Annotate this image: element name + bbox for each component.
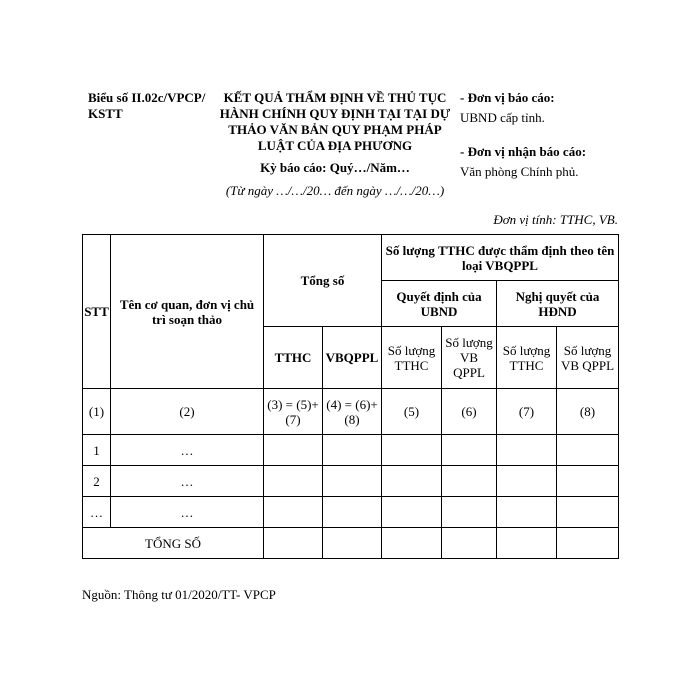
header-decision: Quyết định của UBND (382, 281, 497, 327)
header-total: Tổng số (264, 235, 382, 327)
total-cell (264, 528, 323, 559)
row-agency: … (111, 466, 264, 497)
header-sl-tthc-resolution: Số lượng TTHC (497, 327, 557, 389)
index-cell: (5) (382, 389, 442, 435)
date-range: (Từ ngày …/…/20… đến ngày …/…/20…) (225, 183, 445, 198)
total-cell (323, 528, 382, 559)
index-cell: (3) = (5)+(7) (264, 389, 323, 435)
total-cell (497, 528, 557, 559)
row-cell (557, 497, 619, 528)
index-cell: (2) (111, 389, 264, 435)
row-cell (557, 466, 619, 497)
report-table (82, 234, 619, 559)
row-stt: … (83, 497, 111, 528)
row-cell (497, 497, 557, 528)
index-cell: (7) (497, 389, 557, 435)
header-by-type: Số lượng TTHC được thẩm định theo tên loại VBQPPL (382, 235, 619, 281)
row-cell (264, 466, 323, 497)
receiving-unit-label: - Đơn vị nhận báo cáo: (460, 144, 587, 159)
reporting-unit-label: - Đơn vị báo cáo: (460, 90, 555, 105)
row-agency: … (111, 497, 264, 528)
header-agency: Tên cơ quan, đơn vị chủ trì soạn thảo (111, 235, 264, 389)
index-cell: (6) (442, 389, 497, 435)
table-row (83, 497, 619, 528)
row-cell (442, 466, 497, 497)
header-sl-vb-decision: Số lượng VB QPPL (442, 327, 497, 389)
header-resolution: Nghị quyết của HĐND (497, 281, 619, 327)
header-sl-vb-resolution: Số lượng VB QPPL (557, 327, 619, 389)
row-cell (323, 435, 382, 466)
row-cell (264, 497, 323, 528)
header-row-1 (83, 235, 619, 281)
row-cell (323, 497, 382, 528)
total-cell (382, 528, 442, 559)
row-agency: … (111, 435, 264, 466)
row-cell (497, 435, 557, 466)
reporting-info (460, 90, 630, 184)
row-cell (264, 435, 323, 466)
source-note: Nguồn: Thông tư 01/2020/TT- VPCP (82, 587, 276, 602)
table-row (83, 435, 619, 466)
row-cell (323, 466, 382, 497)
row-cell (442, 497, 497, 528)
total-label: TỔNG SỐ (83, 528, 264, 559)
reporting-unit-value: UBND cấp tỉnh. (460, 110, 545, 125)
total-cell (557, 528, 619, 559)
index-cell: (4) = (6)+(8) (323, 389, 382, 435)
header-tthc: TTHC (264, 327, 323, 389)
header-vbqppl: VBQPPL (323, 327, 382, 389)
form-code: Biểu số II.02c/VPCP/KSTT (88, 90, 206, 121)
index-row (83, 389, 619, 435)
row-cell (382, 435, 442, 466)
row-cell (382, 466, 442, 497)
row-cell (442, 435, 497, 466)
row-cell (382, 497, 442, 528)
row-stt: 2 (83, 466, 111, 497)
index-cell: (8) (557, 389, 619, 435)
header-stt: STT (83, 235, 111, 389)
table-row (83, 466, 619, 497)
header-sl-tthc-decision: Số lượng TTHC (382, 327, 442, 389)
index-cell: (1) (83, 389, 111, 435)
total-row (83, 528, 619, 559)
unit-note: Đơn vị tính: TTHC, VB. (493, 212, 618, 227)
report-period: Kỳ báo cáo: Quý…/Năm… (260, 160, 410, 175)
row-cell (557, 435, 619, 466)
row-stt: 1 (83, 435, 111, 466)
receiving-unit-value: Văn phòng Chính phủ. (460, 164, 579, 179)
row-cell (497, 466, 557, 497)
total-cell (442, 528, 497, 559)
report-title: KẾT QUẢ THẨM ĐỊNH VỀ THỦ TỤC HÀNH CHÍNH QUY ĐỊNH TẠI TẠI DỰ THẢO VĂN BẢN QUY PHẠM PHÁP LUẬT CỦA ĐỊA PHƯƠNG (219, 90, 451, 153)
